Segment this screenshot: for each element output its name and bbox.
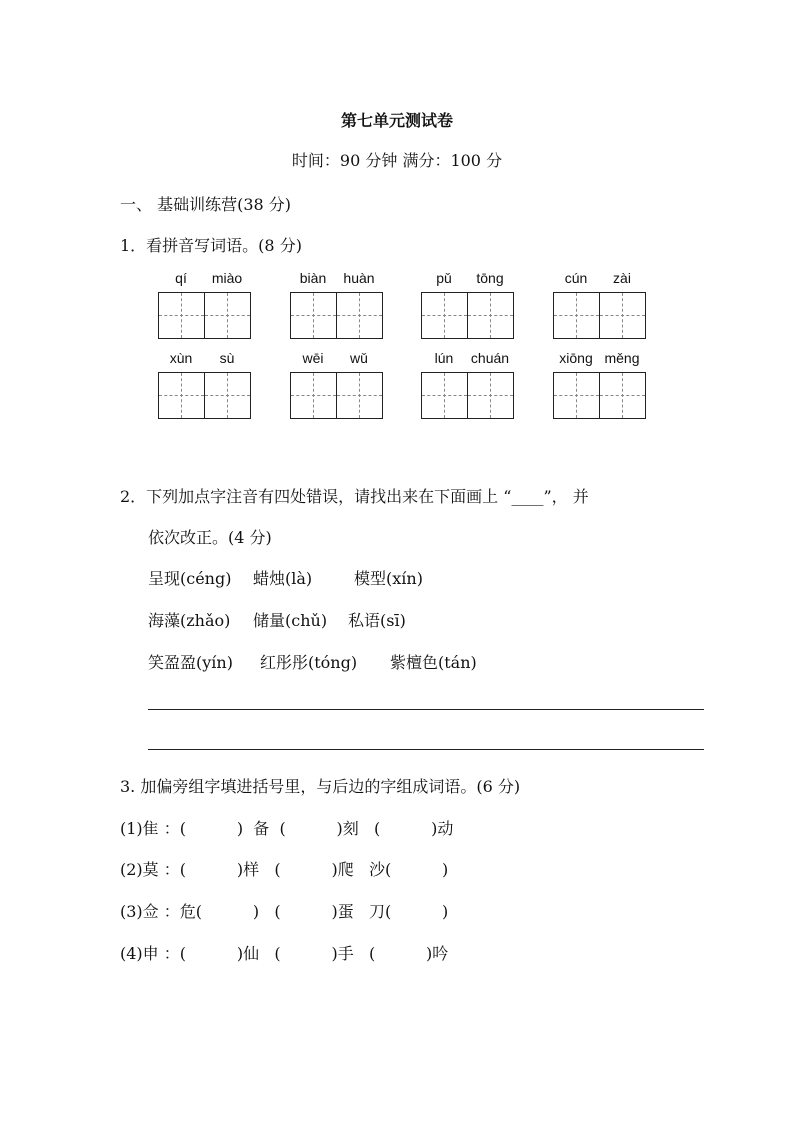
pinyin-grid[interactable]: qí miào bbox=[158, 292, 250, 338]
writing-cell[interactable] bbox=[553, 292, 600, 339]
pinyin-item: 红彤彤(tóng) bbox=[260, 653, 358, 672]
pinyin-item: 模型(xín) bbox=[354, 569, 423, 588]
page-title: 第七单元测试卷 bbox=[340, 111, 453, 130]
pinyin-item: 蜡烛(là) bbox=[253, 569, 313, 588]
writing-cell[interactable] bbox=[158, 372, 205, 419]
fill-in-line[interactable]: (2)莫 ：( )样 ( )爬 沙( ) bbox=[120, 860, 449, 879]
fill-in-line[interactable]: (1)隹 ：( ) 备 ( )刻 ( )动 bbox=[120, 819, 454, 838]
pinyin-item: 私语(sī) bbox=[348, 611, 406, 630]
question-1-prompt: 1．看拼音写词语。(8 分) bbox=[120, 236, 302, 255]
pinyin-grid[interactable]: xùn sù bbox=[158, 372, 250, 418]
fill-in-line[interactable]: (3)佥 ：危( ) ( )蛋 刀( ) bbox=[120, 902, 449, 921]
question-2-prompt: 2．下列加点字注音有四处错误，请找出来在下面画上 “____”， 并 bbox=[120, 487, 589, 506]
writing-cell[interactable] bbox=[204, 372, 251, 419]
writing-cell[interactable] bbox=[336, 372, 383, 419]
writing-cell[interactable] bbox=[599, 372, 646, 419]
question-2-prompt-cont: 依次改正。(4 分) bbox=[148, 528, 272, 547]
pinyin-grid[interactable]: lún chuán bbox=[421, 372, 513, 418]
exam-time-score: 时间：90 分钟 满分：100 分 bbox=[291, 151, 503, 170]
pinyin-grid[interactable]: wēi wǔ bbox=[290, 372, 382, 418]
section-heading: 一、 基础训练营(38 分) bbox=[120, 195, 292, 214]
writing-cell[interactable] bbox=[421, 372, 468, 419]
writing-cell[interactable] bbox=[421, 292, 468, 339]
writing-cell[interactable] bbox=[467, 292, 514, 339]
writing-cell[interactable] bbox=[336, 292, 383, 339]
pinyin-item: 呈现(céng) bbox=[148, 569, 232, 588]
writing-cell[interactable] bbox=[553, 372, 600, 419]
pinyin-item: 储量(chǔ) bbox=[253, 611, 328, 630]
pinyin-item: 紫檀色(tán) bbox=[390, 653, 477, 672]
pinyin-item: 海藻(zhǎo) bbox=[148, 611, 231, 630]
fill-in-line[interactable]: (4)申 ：( )仙 ( )手 ( )吟 bbox=[120, 944, 449, 963]
writing-cell[interactable] bbox=[290, 372, 337, 419]
question-3-prompt: 3. 加偏旁组字填进括号里，与后边的字组成词语。(6 分) bbox=[120, 777, 521, 796]
answer-line[interactable] bbox=[148, 709, 704, 710]
pinyin-grid[interactable]: pǔ tōng bbox=[421, 292, 513, 338]
pinyin-item: 笑盈盈(yín) bbox=[148, 653, 233, 672]
writing-cell[interactable] bbox=[204, 292, 251, 339]
writing-cell[interactable] bbox=[467, 372, 514, 419]
writing-cell[interactable] bbox=[158, 292, 205, 339]
writing-cell[interactable] bbox=[599, 292, 646, 339]
answer-line[interactable] bbox=[148, 749, 704, 750]
pinyin-grid[interactable]: biàn huàn bbox=[290, 292, 382, 338]
pinyin-grid[interactable]: xiōng měng bbox=[553, 372, 645, 418]
writing-cell[interactable] bbox=[290, 292, 337, 339]
pinyin-grid[interactable]: cún zài bbox=[553, 292, 645, 338]
